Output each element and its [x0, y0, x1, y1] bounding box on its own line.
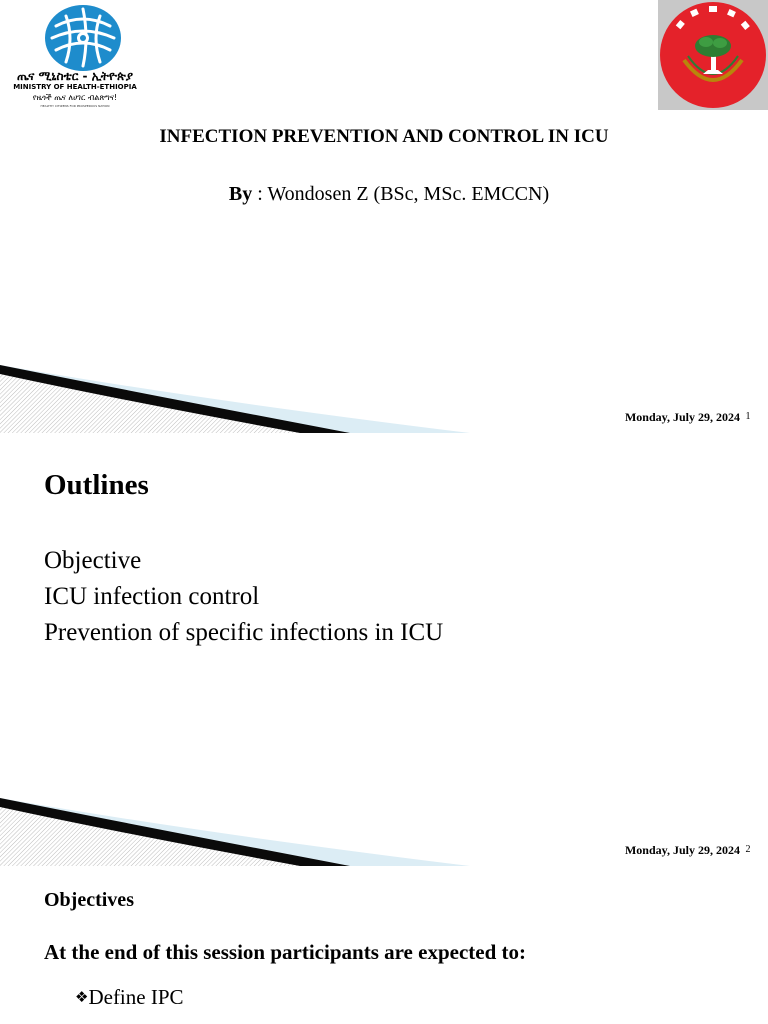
slide-1 — [0, 0, 768, 433]
bullet-item — [75, 985, 184, 1010]
outline-list — [44, 543, 443, 651]
moh-logo-icon — [44, 4, 122, 72]
by-label: By — [228, 183, 253, 205]
byline — [0, 183, 768, 206]
slide-number: 2 — [745, 844, 751, 855]
slide-date: Monday, July 29, 2024 — [624, 843, 740, 857]
slide-heading: Objectives — [44, 889, 134, 911]
ethiopia-emblem-icon — [658, 0, 768, 110]
slide-number: 1 — [745, 411, 751, 422]
slide-date: Monday, July 29, 2024 — [624, 410, 740, 424]
ministry-name-english: MINISTRY OF HEALTH-ETHIOPIA — [13, 83, 137, 91]
ministry-name-amharic: ጤና ሚኒስቴር - ኢትዮጵያ — [16, 69, 134, 83]
bullet-text: Define IPC — [88, 985, 184, 1009]
slide-subheading: At the end of this session participants are expected to: — [44, 940, 526, 964]
slide-title: Outlines — [44, 469, 149, 501]
ministry-motto-amharic: የዜጎች ጤና ለሀገር ብልጽግና! — [32, 93, 118, 102]
slide-3 — [0, 866, 768, 1024]
diamond-bullet-icon: ❖ — [75, 988, 89, 1006]
slide-2 — [0, 433, 768, 866]
author-name: : Wondosen Z (BSc, MSc. EMCCN) — [252, 183, 550, 205]
decorative-swoosh — [0, 793, 470, 866]
ministry-motto-english: HEALTHY CITIZENS FOR PROSPEROUS NATION — [40, 104, 110, 108]
list-item: ICU infection control — [44, 583, 260, 610]
list-item: Objective — [44, 547, 142, 574]
presentation-title: INFECTION PREVENTION AND CONTROL IN ICU — [159, 126, 609, 147]
decorative-swoosh — [0, 360, 470, 433]
list-item: Prevention of specific infections in ICU — [44, 619, 444, 646]
